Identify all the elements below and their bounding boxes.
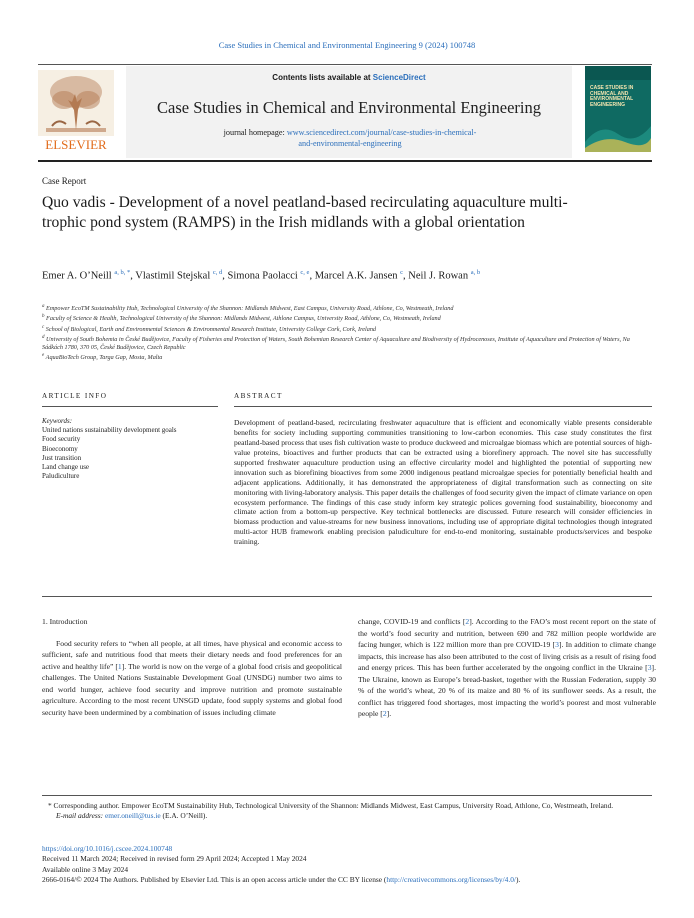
abstract-bottom-rule <box>42 596 652 597</box>
available-online: Available online 3 May 2024 <box>42 864 129 874</box>
reference-link[interactable]: 2 <box>382 709 387 719</box>
abstract-text: Development of peatland-based, recirculating freshwater aquaculture that is efficient and economically viable presents considerable benefits for society including supporting communities transitioning to low-carbon economies. This case study constitutes the first peatland-based process that uses fish cultivation waste to produce duckweed and microalgae biomass which are potential sources of high-value proteins, bioactives and further products that can be extracted using a biorefinery approach. The novel site has successfully supported freshwater aquaculture production using an effective circularity model and highlighted the potential of supporting new innovation such as biorefining bioactives from some 2000 indigenous peatland microalgae species for potentially beneficial health and adjacent applications. Additionally, it has demonstrated the appropriateness of digital transformation such as connecting on site monitoring with living-laboratory analysis. This paper details the challenges of food security given the impact of climate variance on open ecosystem performance. The findings of this case study inform key strategic polices governing food sustainability, bioeconomy and climate action from a bottom-up perspective. Key technical bottlenecks are discussed. Future research will consider efficiencies in biomass production and value-streams for new business innovations, including use of appropriate digital technologies though integrated multi-actor HUB framework enabling precision paludiculture for end-to-end monitoring, sustainable products/services and bespoke training. <box>234 418 652 547</box>
text-run: ]. In addition to climate change impacts, this increase has also been attributed to the cost of living crisis as a result of rising food and energy prices. This has been further accelerated by the ongoing conflict in the Ukraine [ <box>358 640 656 673</box>
footnote-email-line <box>42 811 654 821</box>
reference-link[interactable]: 3 <box>555 640 559 650</box>
author-affil-marks[interactable]: c, e <box>300 269 310 276</box>
affil-letter: c <box>42 324 45 330</box>
license-text: 2666-0164/© 2024 The Authors. Published by Elsevier Ltd. This is an open access article under the CC BY license ( <box>42 874 387 884</box>
abstract-rule <box>234 406 652 407</box>
affil-letter: d <box>42 334 45 340</box>
cover-title: CASE STUDIES IN CHEMICAL AND ENVIRONMENTAL ENGINEERING <box>590 85 634 108</box>
email-link[interactable]: emer.oneill@tus.ie <box>105 811 161 821</box>
footnote-text: * Corresponding author. Empower EcoTM Sustainability Hub, Technological University of the Shannon: Midlands Midwest, East Campus, University Road, Athlone, Co, Westmeath, Ireland. <box>48 801 614 810</box>
keyword: Bioeconomy <box>42 444 78 453</box>
author-affil-marks[interactable]: c <box>400 269 404 276</box>
keyword: Just transition <box>42 453 82 462</box>
text-run: change, COVID-19 and conflicts [ <box>358 617 466 626</box>
contents-available <box>126 73 572 82</box>
author-affil-marks[interactable]: a, b, * <box>114 269 131 276</box>
author-name[interactable]: Vlastimil Stejskal <box>135 270 211 282</box>
header-top-rule <box>38 64 652 65</box>
footnote-rule <box>42 795 652 796</box>
article-title: Quo vadis - Development of a novel peatland-based recirculating aquaculture multi-trophic pond system (RAMPS) in the Irish midlands with a global orientation <box>42 194 568 231</box>
reference-link[interactable]: 2 <box>465 617 470 626</box>
license-line <box>42 875 654 885</box>
journal-cover-image <box>585 66 651 152</box>
author-name[interactable]: Neil J. Rowan <box>408 270 469 282</box>
journal-citation[interactable]: Case Studies in Chemical and Environmental Engineering 9 (2024) 100748 <box>218 40 476 50</box>
homepage-prefix: journal homepage: <box>223 128 287 137</box>
text-run: ]. According to the FAO’s most recent report on the state of the world’s food security and nutrition, between 690 and 782 million people worldwide are facing hunger, which is 122 million more than pre COVID-19 [ <box>358 617 657 650</box>
affiliation-item <box>42 324 642 334</box>
affiliation-item <box>42 313 642 323</box>
sciencedirect-link[interactable]: ScienceDirect <box>372 73 426 82</box>
doi-link[interactable]: https://doi.org/10.1016/j.cscee.2024.100748 <box>42 844 173 853</box>
article-dates-license <box>42 844 654 885</box>
affil-letter: e <box>42 353 45 359</box>
text-run: ]. The world is now on the verge of a global food crisis and geopolitical challenges. The United Nations Sustainable Development Goal (UNSDG) number two aims to end world hunger, achieve food security and improve nutrition and promote sustainable agriculture. According to the most recent UNSGD update, food supply systems and global food security have been undermined by a combination of issues including climate <box>42 661 342 717</box>
keyword: Food security <box>42 435 81 444</box>
affil-text: Faculty of Science & Health, Technological University of the Shannon: Midlands Midwest, Athlone Campus, University Road, Athlone, Co, Westmeath, Ireland <box>46 315 441 323</box>
license-suffix: ). <box>515 874 521 884</box>
homepage-link[interactable]: www.sciencedirect.com/journal/case-studies-in-chemical- <box>286 128 477 137</box>
affiliation-item <box>42 303 642 313</box>
intro-paragraph <box>42 638 342 719</box>
journal-title: Case Studies in Chemical and Environmental Engineering <box>157 98 541 117</box>
intro-column-left <box>42 616 342 718</box>
article-info-heading: ARTICLE INFO <box>42 392 108 400</box>
author-name[interactable]: Emer A. O’Neill <box>42 270 112 282</box>
contents-prefix: Contents lists available at <box>272 73 373 82</box>
elsevier-tree-logo <box>38 70 114 152</box>
email-suffix: (E.A. O’Neill). <box>160 811 208 821</box>
article-info-rule <box>42 406 218 407</box>
author-list: Emer A. O’Neill $^{a, b, *}$, Vlastimil Stejskal $^{c, d}$, Simona Paolacci $^{c, e}$, Marcel A.K. Jansen $^c$, Neil J. Rowan $^{a, b}$ <box>42 269 481 282</box>
affil-letter: a <box>42 304 45 309</box>
text-run: ]. <box>386 709 392 719</box>
abstract-heading: ABSTRACT <box>234 392 283 400</box>
affiliation-item <box>42 352 642 362</box>
keyword: Paludiculture <box>42 472 80 481</box>
section-heading-introduction: 1. Introduction <box>42 617 88 626</box>
reference-link[interactable]: 1 <box>117 661 122 671</box>
author-affil-marks[interactable]: c, d <box>212 269 223 276</box>
email-label: E-mail address: <box>56 811 105 821</box>
affil-text: School of Biological, Earth and Environmental Sciences & Environmental Research Institute, University College Cork, Cork, Ireland <box>45 325 377 333</box>
corresponding-author-footnote <box>42 801 654 822</box>
elsevier-wordmark: ELSEVIER <box>45 137 107 152</box>
license-link[interactable]: http://creativecommons.org/licenses/by/4.0/ <box>386 874 516 884</box>
received-dates: Received 11 March 2024; Received in revised form 29 April 2024; Accepted 1 May 2024 <box>42 854 307 864</box>
reference-link[interactable]: 3 <box>647 663 652 673</box>
affil-text: University of South Bohemia in České Budějovice, Faculty of Fisheries and Protection of Waters, South Bohemian Research Center of Aquaculture and Biodiversity of Hydrocenoses, Institute of Aquaculture and Protection of Waters, Na Sádkách 1780, 370 05, České Budějovice, Czech Republic <box>42 335 630 352</box>
affil-text: Empower EcoTM Sustainability Hub, Technological University of the Shannon: Midlands Midwest, East Campus, University Road, Athlone, Co, Westmeath, Ireland <box>46 305 454 313</box>
author-affil-marks[interactable]: a, b <box>470 269 481 276</box>
affil-text: AquaBioTech Group, Targa Gap, Mosta, Malta <box>45 354 163 362</box>
affiliation-item <box>42 334 642 352</box>
keywords-block <box>42 417 192 481</box>
author-name[interactable]: Marcel A.K. Jansen <box>314 270 398 282</box>
journal-homepage <box>170 127 530 149</box>
affiliations <box>42 303 642 363</box>
affil-letter: b <box>42 314 45 320</box>
text-run: ]. The Ukraine, known as Europe’s bread-basket, together with the Russian Federation, supply 30 % of the world’s wheat, 20 % of its maize and 80 % of its sunflower seeds. As a result, the conflict has triggered food shortages, most impacting the world’s poorest and most vulnerable people [ <box>358 663 656 719</box>
keyword: United nations sustainability development goals <box>42 426 177 435</box>
intro-column-right <box>358 616 656 720</box>
keyword: Land change use <box>42 463 90 472</box>
text-run: Food security refers to “when all people, at all times, have physical and economic access to sufficient, safe and nutritious food that meets their dietary needs and food preferences for an active and healthy life” [ <box>42 638 342 671</box>
keywords-label: Keywords: <box>42 417 73 425</box>
article-type: Case Report <box>42 176 87 186</box>
header-bottom-rule <box>38 160 652 162</box>
author-name[interactable]: Simona Paolacci <box>227 270 298 282</box>
homepage-link-cont[interactable]: and-environmental-engineering <box>298 139 402 148</box>
